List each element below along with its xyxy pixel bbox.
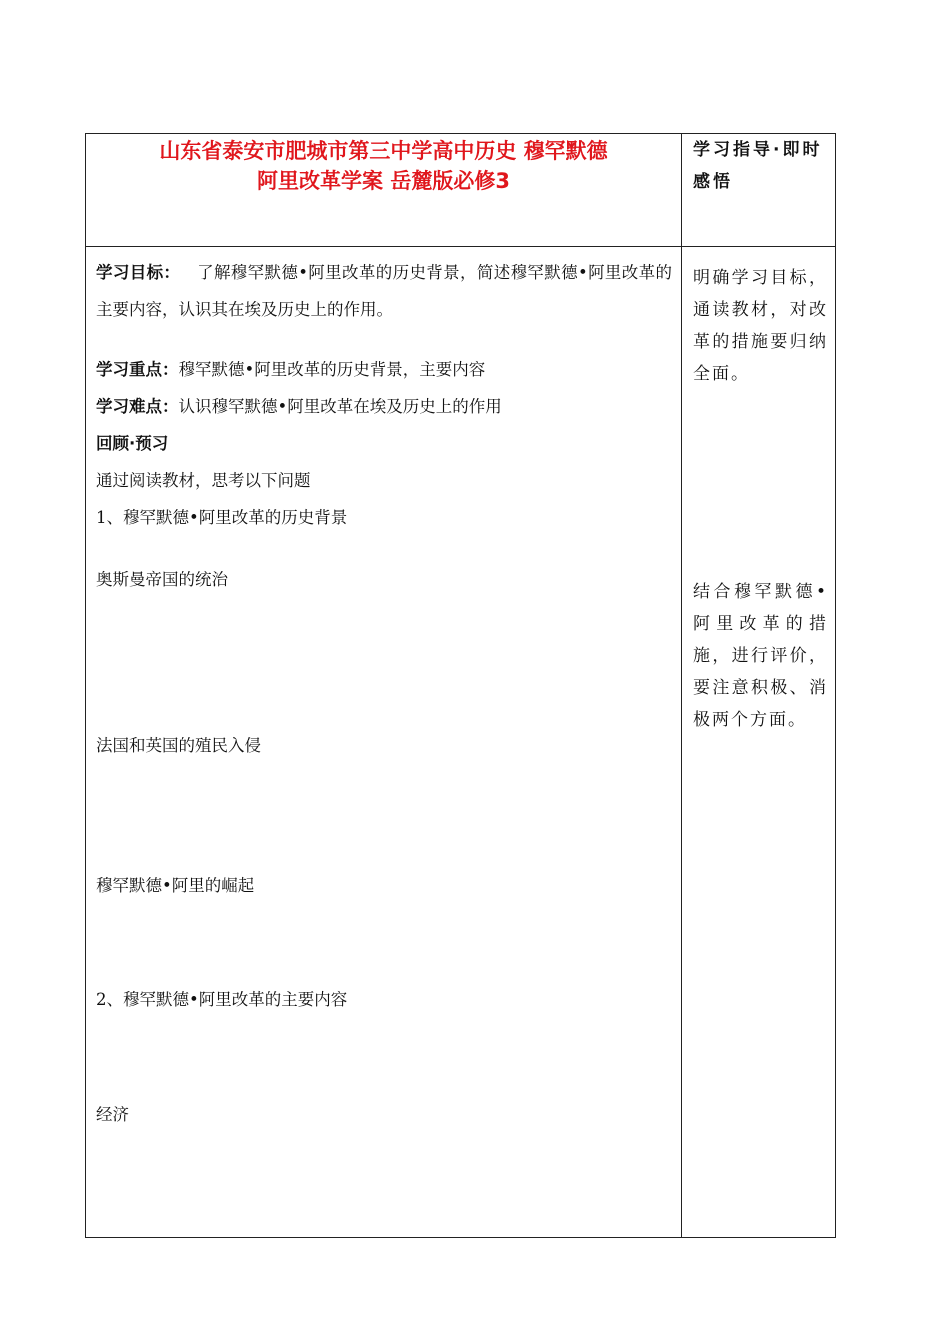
learning-objectives — [96, 254, 672, 328]
question-1: 1、穆罕默德•阿里改革的历史背景 — [96, 508, 348, 527]
header-row-divider — [86, 246, 835, 247]
guide-note-1: 明确学习目标，通读教材，对改革的措施要归纳全面。 — [693, 268, 828, 384]
review-preview-heading: 回顾·预习 — [96, 434, 169, 453]
column-divider — [681, 134, 682, 1237]
difficulties-text: 认识穆罕默德•阿里改革在埃及历史上的作用 — [178, 397, 502, 416]
key-points-label: 学习重点： — [96, 360, 179, 379]
guide-column-header: 学习指导·即时感悟 — [693, 140, 823, 192]
subtopic-rise-of-ali: 穆罕默德•阿里的崛起 — [96, 876, 255, 895]
key-points-text: 穆罕默德•阿里改革的历史背景，主要内容 — [178, 360, 486, 379]
reading-instruction: 通过阅读教材，思考以下问题 — [96, 471, 311, 490]
document-title — [86, 136, 681, 196]
difficulties — [96, 396, 502, 418]
subtopic-economy: 经济 — [96, 1105, 129, 1124]
difficulties-label: 学习难点： — [96, 397, 179, 416]
subtopic-colonial-invasion: 法国和英国的殖民入侵 — [96, 736, 261, 755]
objectives-label: 学习目标： — [96, 263, 181, 282]
question-2: 2、穆罕默德•阿里改革的主要内容 — [96, 990, 348, 1009]
key-points — [96, 359, 485, 381]
title-line-1: 山东省泰安市肥城市第三中学高中历史 穆罕默德 — [159, 139, 608, 163]
guide-note-2: 结合穆罕默德•阿里改革的措施，进行评价，要注意积极、消极两个方面。 — [693, 582, 828, 730]
objectives-text: 了解穆罕默德•阿里改革的历史背景，简述穆罕默德•阿里改革的主要内容，认识其在埃及历史上的作用。 — [96, 263, 672, 319]
lesson-table — [85, 133, 836, 1238]
title-line-2: 阿里改革学案 岳麓版必修3 — [257, 169, 510, 193]
subtopic-ottoman-rule: 奥斯曼帝国的统治 — [96, 570, 228, 589]
